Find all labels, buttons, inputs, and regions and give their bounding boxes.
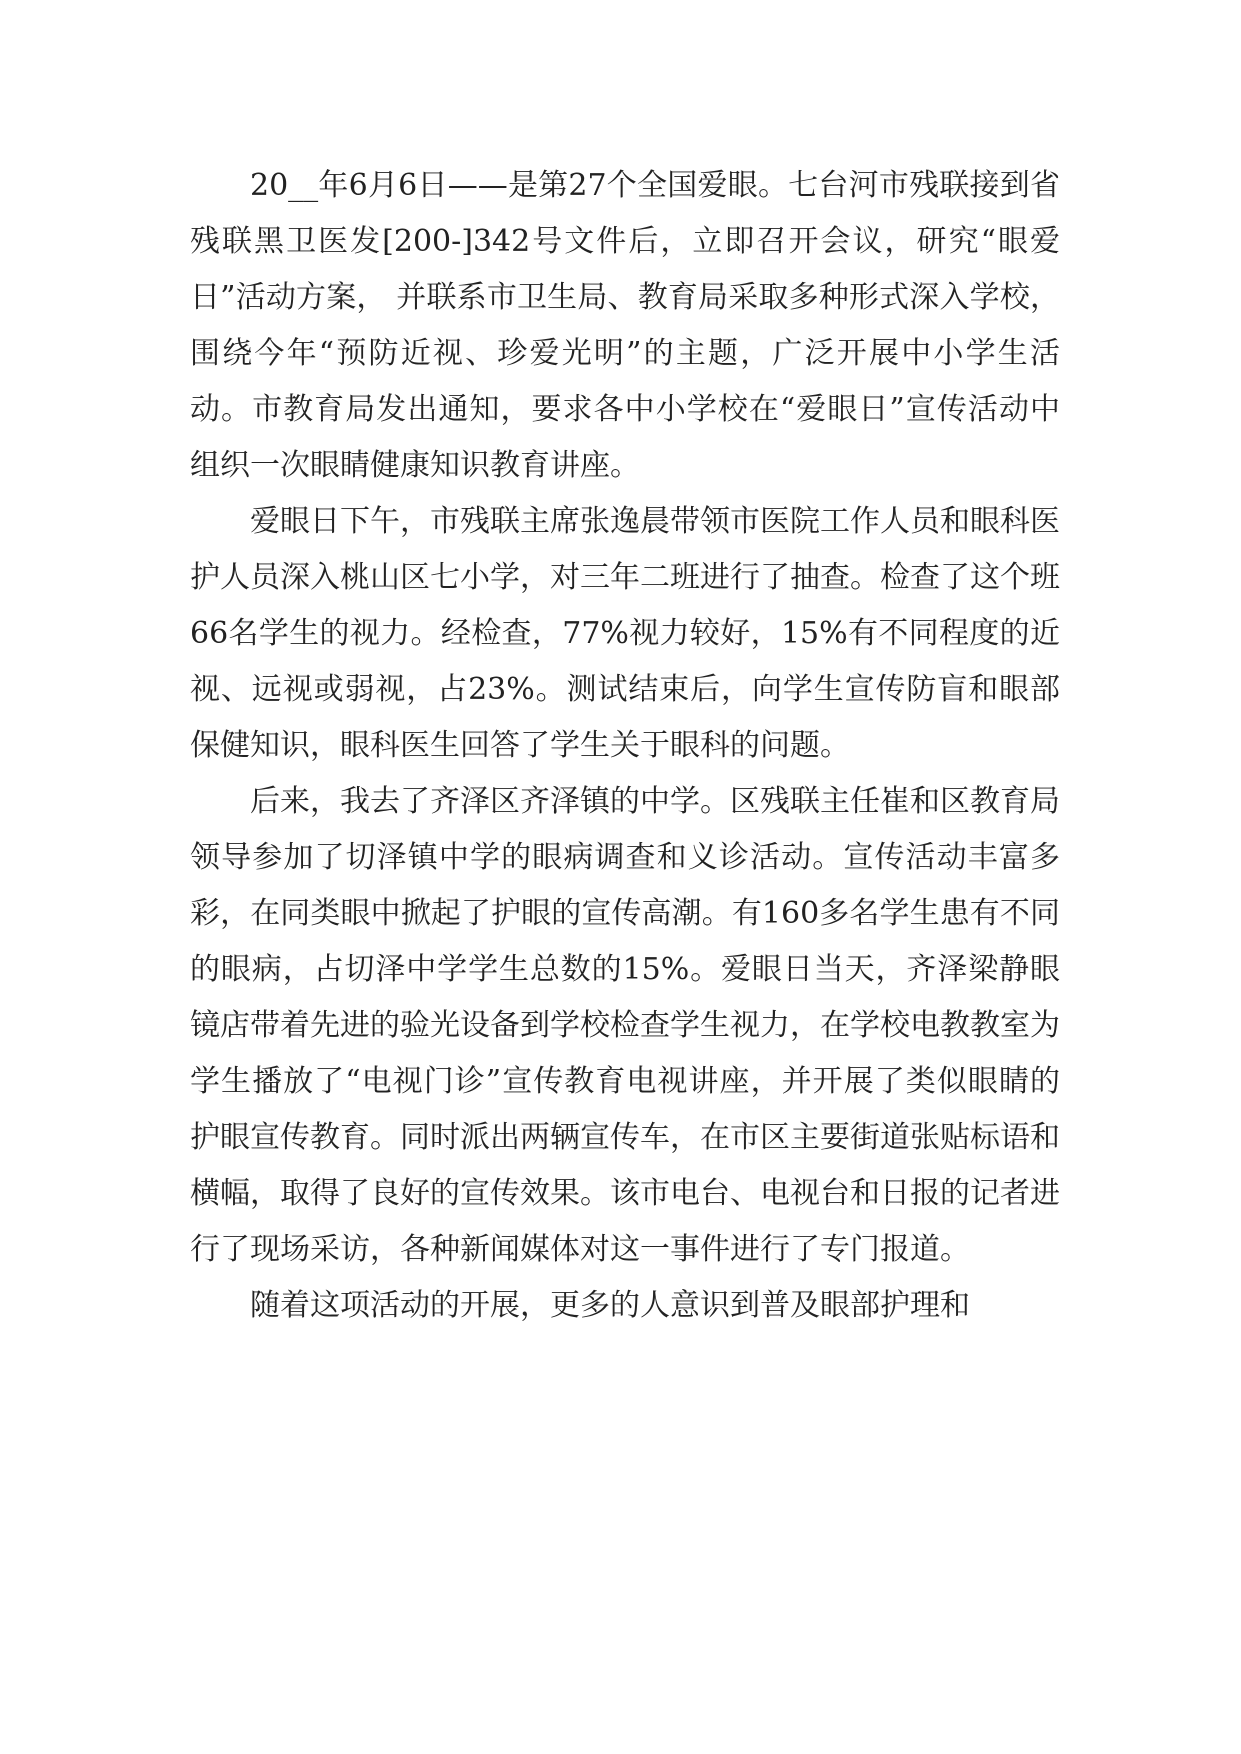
paragraph-1: 20__年6月6日——是第27个全国爱眼。七台河市残联接到省残联黑卫医发[200-]342号文件后，立即召开会议，研究“眼爱日”活动方案， 并联系市卫生局、教育局采取多种形式深入学校，围绕今年“预防近视、珍爱光明”的主题，广泛开展中小学生活动。市教育局发出通知，要求各中小学校在“爱眼日”宣传活动中组织一次眼睛健康知识教育讲座。: [190, 168, 1060, 483]
body-text: [190, 158, 1060, 1334]
paragraph-3: 后来，我去了齐泽区齐泽镇的中学。区残联主任崔和区教育局领导参加了切泽镇中学的眼病调查和义诊活动。宣传活动丰富多彩，在同类眼中掀起了护眼的宣传高潮。有160多名学生患有不同的眼病，占切泽中学学生总数的15%。爱眼日当天，齐泽梁静眼镜店带着先进的验光设备到学校检查学生视力，在学校电教教室为学生播放了“电视门诊”宣传教育电视讲座，并开展了类似眼睛的护眼宣传教育。同时派出两辆宣传车，在市区主要街道张贴标语和横幅，取得了良好的宣传效果。该市电台、电视台和日报的记者进行了现场采访，各种新闻媒体对这一事件进行了专门报道。: [190, 784, 1060, 1267]
paragraph-4: 随着这项活动的开展，更多的人意识到普及眼部护理和: [250, 1288, 970, 1323]
paragraph-2: 爱眼日下午，市残联主席张逸晨带领市医院工作人员和眼科医护人员深入桃山区七小学，对三年二班进行了抽查。检查了这个班66名学生的视力。经检查，77%视力较好，15%有不同程度的近视、远视或弱视，占23%。测试结束后，向学生宣传防盲和眼部保健知识，眼科医生回答了学生关于眼科的问题。: [190, 504, 1060, 763]
